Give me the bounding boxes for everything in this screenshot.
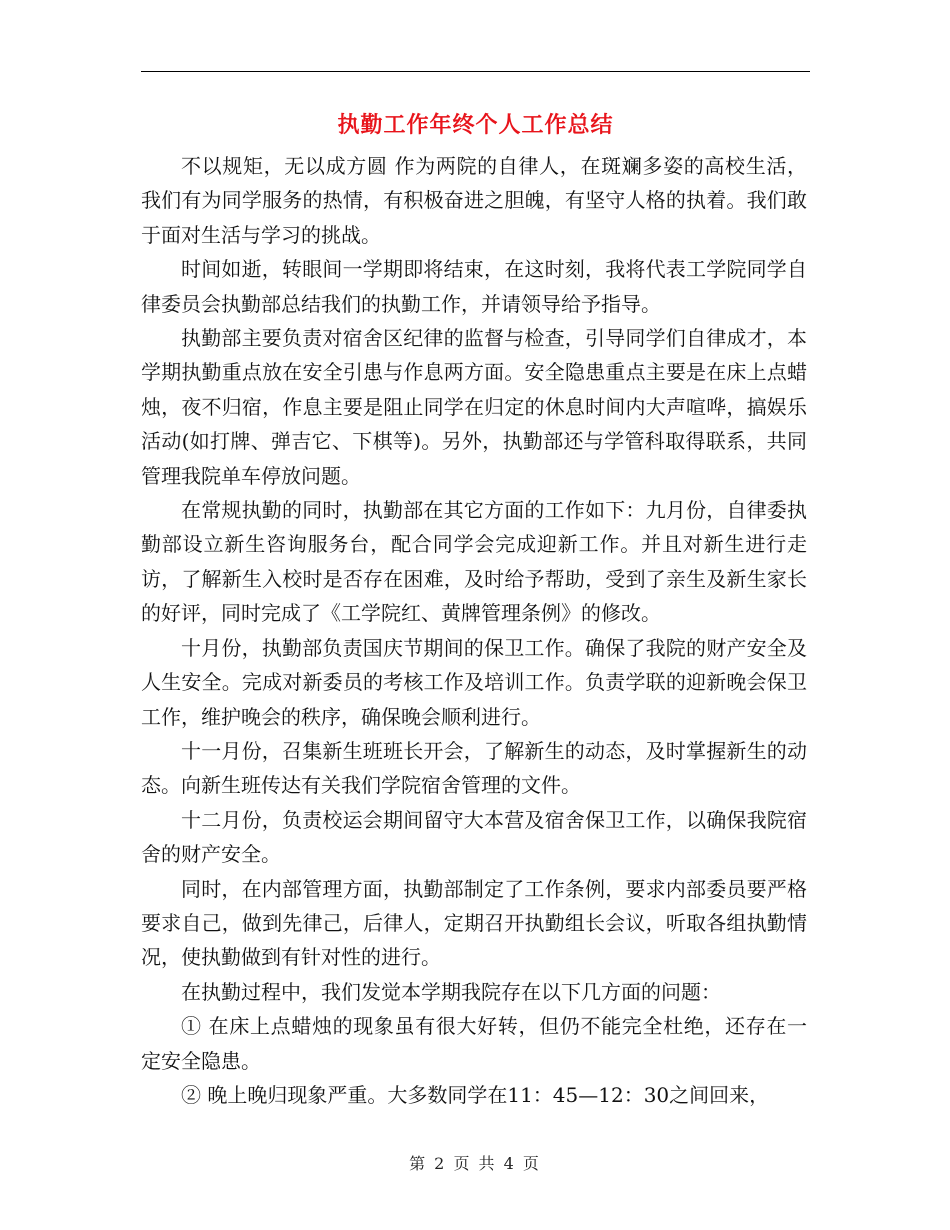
paragraph-november: 十一月份，召集新生班班长开会，了解新生的动态，及时掌握新生的动态。向新生班传达有关我们学院宿舍管理的文件。 xyxy=(141,738,807,798)
paragraph-problem-2: ② 晚上晚归现象严重。大多数同学在11：45—12：30之间回来， xyxy=(181,1082,770,1107)
header-rule xyxy=(141,71,810,72)
paragraph-october: 十月份，执勤部负责国庆节期间的保卫工作。确保了我院的财产安全及人生安全。完成对新委员的考核工作及培训工作。负责学联的迎新晚会保卫工作，维护晚会的秩序，确保晚会顺利进行。 xyxy=(141,635,807,729)
paragraph-intro: 不以规矩，无以成方圆 作为两院的自律人，在斑斓多姿的高校生活，我们有为同学服务的热情，有积极奋进之胆魄，有坚守人格的执着。我们敢于面对生活与学习的挑战。 xyxy=(141,154,807,247)
paragraph-problem-1: ① 在床上点蜡烛的现象虽有很大好转，但仍不能完全杜绝，还存在一定安全隐患。 xyxy=(141,1014,807,1073)
paragraph-september: 在常规执勤的同时，执勤部在其它方面的工作如下：九月份，自律委执勤部设立新生咨询服务台，配合同学会完成迎新工作。并且对新生进行走访，了解新生入校时是否存在困难，及时给予帮助，受到了亲生及新生家长的好评，同时完成了《工学院红、黄牌管理条例》的修改。 xyxy=(141,498,807,626)
paragraph-time: 时间如逝，转眼间一学期即将结束，在这时刻，我将代表工学院同学自律委员会执勤部总结我们的执勤工作，并请领导给予指导。 xyxy=(141,257,807,316)
paragraph-duties: 执勤部主要负责对宿舍区纪律的监督与检查，引导同学们自律成才，本学期执勤重点放在安全引患与作息两方面。安全隐患重点主要是在床上点蜡烛，夜不归宿，作息主要是阻止同学在归定的休息时间内大声喧哗，搞娱乐活动(如打牌、弹吉它、下棋等)。另外，执勤部还与学管科取得联系，共同管理我院单车停放问题。 xyxy=(141,326,807,488)
paragraph-internal-management: 同时，在内部管理方面，执勤部制定了工作条例，要求内部委员要严格要求自己，做到先律己，后律人，定期召开执勤组长会议，听取各组执勤情况，使执勤做到有针对性的进行。 xyxy=(141,876,807,970)
paragraph-problems-intro: 在执勤过程中，我们发觉本学期我院存在以下几方面的问题： xyxy=(181,979,721,1004)
paragraph-december: 十二月份，负责校运会期间留守大本营及宿舍保卫工作，以确保我院宿舍的财产安全。 xyxy=(141,807,807,867)
document-body xyxy=(141,149,807,1112)
page-number: 第 2 页 共 4 页 xyxy=(409,1154,541,1173)
document-title: 执勤工作年终个人工作总结 xyxy=(337,112,614,138)
